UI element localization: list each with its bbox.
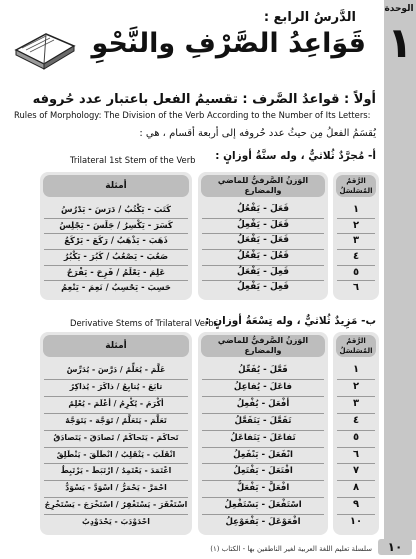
pattern-header: الوَزنُ الصَّرفيُّ للماضي والمضارع bbox=[201, 335, 325, 357]
table2-title-english: Derivative Stems of Trilateral Verbs bbox=[70, 318, 218, 328]
pattern-header: الوَزنُ الصَّرفيُّ للماضي والمضارع bbox=[201, 175, 325, 197]
verb-pattern: افْتَعَلَ - يَفْتَعِلُ bbox=[233, 466, 293, 477]
examples-header: أمثلة bbox=[43, 335, 189, 357]
examples-header: أمثلة bbox=[43, 175, 189, 197]
row-number: ٦ bbox=[352, 448, 360, 460]
row-number: ٢ bbox=[352, 219, 360, 231]
verb-examples: كَسَرَ - يَكْسِرُ / جَلَسَ - يَجْلِسُ bbox=[59, 219, 173, 230]
table1-title-english: Trilateral 1st Stem of the Verb bbox=[70, 155, 196, 165]
section-english-heading: Rules of Morphology: The Division of the Verb According to the Number of Its Letters: bbox=[14, 110, 371, 120]
lesson-title: قَوَاعِدُ الصَّرْفِ والنَّحْوِ bbox=[91, 28, 366, 59]
examples-column bbox=[40, 332, 192, 535]
verb-pattern: تَفَعَّلَ - يَتَفَعَّلُ bbox=[234, 415, 292, 426]
table1-title-arabic: أ- مُجرَّدٌ ثُلاثيٌّ ، وله ستَّةُ أوزانٍ : bbox=[215, 150, 376, 162]
verb-pattern: فَعُلَ - يَفْعُلُ bbox=[237, 251, 289, 261]
verb-examples: تابَعَ - يُتابِعُ / ذاكَرَ - يُذاكِرُ bbox=[69, 381, 163, 391]
section-intro: يُقسَمُ الفعلُ مِن حيثُ عدد حُروفه إلى أربعة أقسام ، هي : bbox=[139, 128, 376, 139]
number-header: الرَّقمُ المُسَلسَلُ bbox=[336, 335, 376, 357]
row-number: ٢ bbox=[352, 380, 360, 392]
row-number: ١ bbox=[352, 364, 360, 375]
row-number: ٧ bbox=[352, 465, 360, 477]
row-number: ١ bbox=[352, 204, 360, 215]
page-footer bbox=[0, 539, 416, 559]
section-heading: أولاً : قواعدُ الصَّرف : تقسيمُ الفعل باعتبار عدد حُروفه bbox=[32, 92, 376, 107]
examples-column bbox=[40, 172, 192, 300]
row-number: ٣ bbox=[352, 235, 360, 247]
verb-pattern: فَعَلَ - يَفْعُلُ bbox=[237, 204, 289, 214]
verb-examples: حَسِبَ - يَحْسِبُ / نَعِمَ - يَنْعِمُ bbox=[61, 282, 171, 293]
verb-examples: احْدَوْدَبَ - يَحْدَوْدِبُ bbox=[82, 517, 150, 527]
verb-examples: ذَهَبَ - يَذْهَبُ / رَكَعَ - يَرْكَعُ bbox=[64, 235, 168, 246]
page-number: ١٠ bbox=[378, 539, 412, 555]
number-column bbox=[333, 332, 379, 535]
verb-pattern: فَعِلَ - يَفْعَلُ bbox=[237, 266, 289, 277]
verb-pattern: فاعَلَ - يُفاعِلُ bbox=[233, 381, 293, 392]
verb-examples: اسْتَغْفَرَ - يَسْتَغْفِرُ / اسْتَخْرَجَ - يَسْتَخْرِجُ bbox=[44, 500, 188, 510]
verb-pattern: اسْتَفْعَلَ - يَسْتَفْعِلُ bbox=[224, 500, 302, 511]
footer-text: سلسلة تعليم اللغة العربية لغير الناطقين بها - الكتاب (١) bbox=[210, 545, 372, 553]
verb-examples: تَعَلَّمَ - يَتَعَلَّمُ / تَوَجَّهَ - يَتَوَجَّهُ bbox=[65, 415, 167, 425]
verb-pattern: فَعَلَ - يَفْعِلُ bbox=[237, 219, 289, 230]
row-number: ٦ bbox=[352, 282, 360, 294]
lesson-label: الدَّرسُ الرابع : bbox=[263, 10, 356, 25]
unit-number: ١ bbox=[387, 18, 413, 67]
verb-pattern: انْفَعَلَ - يَنْفَعِلُ bbox=[233, 449, 293, 460]
verb-pattern: افْعَوْعَلَ - يَفْعَوْعِلُ bbox=[225, 517, 301, 528]
verb-pattern: تَفاعَلَ - يَتَفاعَلُ bbox=[230, 432, 296, 443]
row-number: ٩ bbox=[352, 499, 360, 511]
row-number: ٤ bbox=[352, 414, 360, 426]
pattern-column bbox=[198, 332, 328, 535]
unit-label: الوحدة bbox=[384, 4, 414, 14]
row-number: ٥ bbox=[352, 266, 360, 278]
verb-examples: كَتَبَ - يَكْتُبُ / دَرَسَ - يَدْرُسُ bbox=[61, 204, 171, 214]
row-number: ١٠ bbox=[349, 516, 363, 528]
verb-pattern: أفْعَلَ - يُفْعِلُ bbox=[236, 398, 290, 409]
verb-examples: اعْتَمَدَ - يَعْتَمِدُ / ارْتَبَطَ - يَرْتَبِطُ bbox=[60, 466, 172, 476]
row-number: ٤ bbox=[352, 251, 360, 262]
verb-pattern: افْعَلَّ - يَفْعَلُّ bbox=[236, 483, 290, 494]
row-number: ٥ bbox=[352, 431, 360, 443]
verb-examples: احْمَرَّ - يَحْمَرُّ / اسْوَدَّ - يَسْوَدُّ bbox=[65, 483, 167, 493]
unit-sidebar-band bbox=[384, 0, 416, 540]
row-number: ٣ bbox=[352, 397, 360, 409]
verb-examples: انْقَلَبَ - يَنْقَلِبُ / انْطَلَقَ - يَنْطَلِقُ bbox=[56, 449, 176, 459]
open-book-icon bbox=[12, 24, 76, 70]
verb-examples: أكْرَمَ - يُكْرِمُ / أعْلَمَ - يُعْلِمُ bbox=[68, 398, 164, 408]
verb-examples: عَلَّمَ - يُعَلِّمُ / دَرَّسَ - يُدَرِّسُ bbox=[66, 365, 166, 374]
verb-examples: عَلِمَ - يَعْلَمُ / فَرِحَ - يَفْرَحُ bbox=[66, 266, 166, 277]
table2-title-arabic: ب- مَزِيدٌ ثُلاثيٌّ ، وله تِسْعَةُ أوزانٍ : bbox=[205, 315, 376, 327]
verb-pattern: فَعِلَ - يَفْعِلُ bbox=[237, 282, 289, 293]
verb-pattern: فَعَلَ - يَفْعَلُ bbox=[237, 235, 289, 246]
verb-examples: صَعُبَ - يَصْعُبُ / كَبُرَ - يَكْبُرُ bbox=[63, 251, 169, 261]
row-number: ٨ bbox=[352, 482, 360, 494]
verb-examples: تَحاكَمَ - يَتَحاكَمُ / تَصادَقَ - يَتَصادَقُ bbox=[53, 432, 179, 442]
number-column bbox=[333, 172, 379, 300]
pattern-column bbox=[198, 172, 328, 300]
verb-pattern: فَعَّلَ - يُفَعِّلُ bbox=[238, 365, 288, 375]
number-header: الرَّقمُ المُسَلسَلُ bbox=[336, 175, 376, 197]
